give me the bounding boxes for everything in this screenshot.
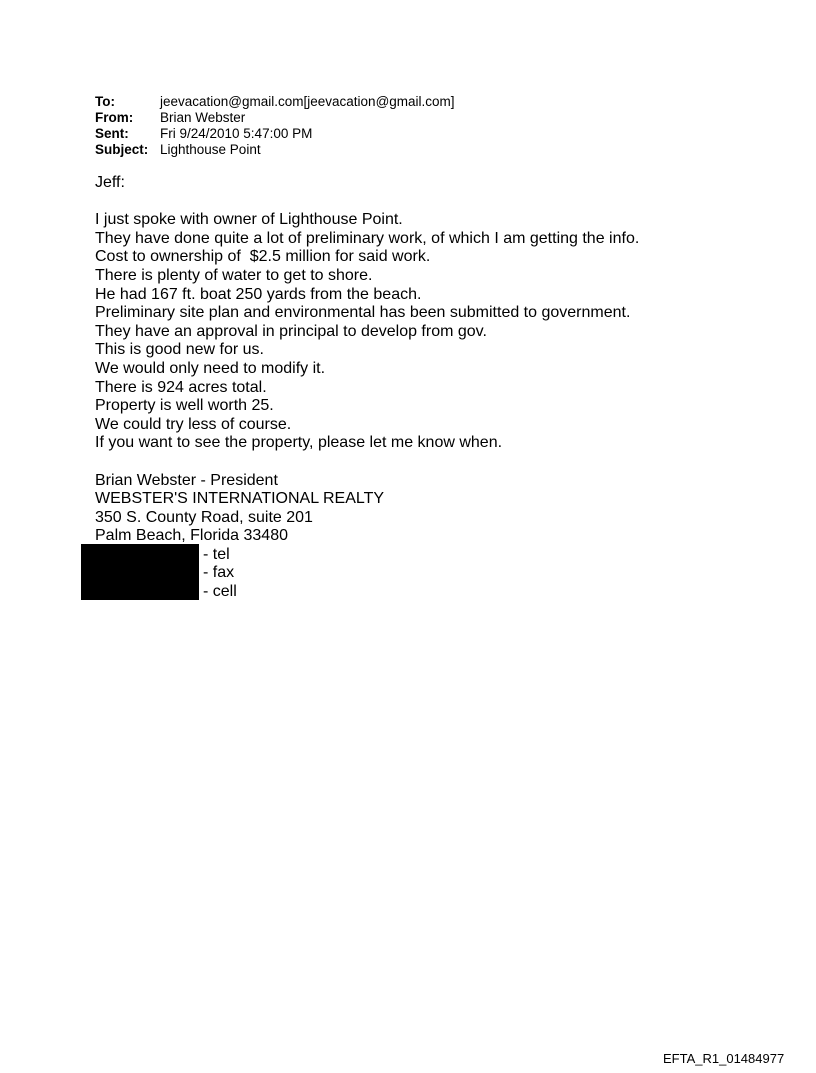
signature-street-address: 350 S. County Road, suite 201 (95, 508, 313, 526)
body-line-greeting: Jeff: (95, 174, 125, 191)
header-value-to: jeevacation@gmail.com[jeevacation@gmail.com] (160, 94, 455, 109)
body-line: Preliminary site plan and environmental has been submitted to government. (95, 304, 631, 322)
header-value-from: Brian Webster (160, 110, 246, 125)
body-line: This is good new for us. (95, 341, 264, 359)
body-line: We would only need to modify it. (95, 359, 326, 377)
body-line-blank (95, 193, 755, 212)
contact-phone-block (95, 546, 755, 602)
phone-line-fax: - fax (203, 564, 235, 582)
header-row-subject (95, 142, 455, 158)
body-line: He had 167 ft. boat 250 yards from the beach. (95, 285, 422, 303)
body-line: We could try less of course. (95, 415, 292, 433)
header-value-sent: Fri 9/24/2010 5:47:00 PM (160, 126, 313, 141)
redaction-box (81, 544, 199, 600)
body-line: They have done quite a lot of preliminary work, of which I am getting the info. (95, 229, 640, 247)
header-label-subject: Subject: (95, 142, 149, 157)
email-header (95, 94, 455, 158)
bates-number: EFTA_R1_01484977 (663, 1051, 785, 1066)
body-line: They have an approval in principal to develop from gov. (95, 322, 487, 340)
header-label-sent: Sent: (95, 126, 129, 141)
header-row-sent (95, 126, 455, 142)
body-line: If you want to see the property, please let me know when. (95, 434, 503, 452)
body-line-blank (95, 453, 755, 472)
header-label-from: From: (95, 110, 134, 125)
body-line: Property is well worth 25. (95, 397, 274, 415)
email-body (95, 174, 755, 602)
phone-line-tel: - tel (203, 545, 230, 563)
signature-name-title: Brian Webster - President (95, 471, 278, 489)
phone-line-cell: - cell (203, 583, 237, 601)
body-line: Cost to ownership of $2.5 million for said work. (95, 248, 431, 266)
header-value-subject: Lighthouse Point (160, 142, 261, 157)
body-line: There is plenty of water to get to shore. (95, 266, 373, 284)
body-line: There is 924 acres total. (95, 378, 267, 396)
signature-city-state-zip: Palm Beach, Florida 33480 (95, 527, 288, 545)
header-label-to: To: (95, 94, 115, 109)
header-row-to (95, 94, 455, 110)
body-line: I just spoke with owner of Lighthouse Point. (95, 211, 403, 229)
signature-company: WEBSTER'S INTERNATIONAL REALTY (95, 490, 385, 508)
header-row-from (95, 110, 455, 126)
